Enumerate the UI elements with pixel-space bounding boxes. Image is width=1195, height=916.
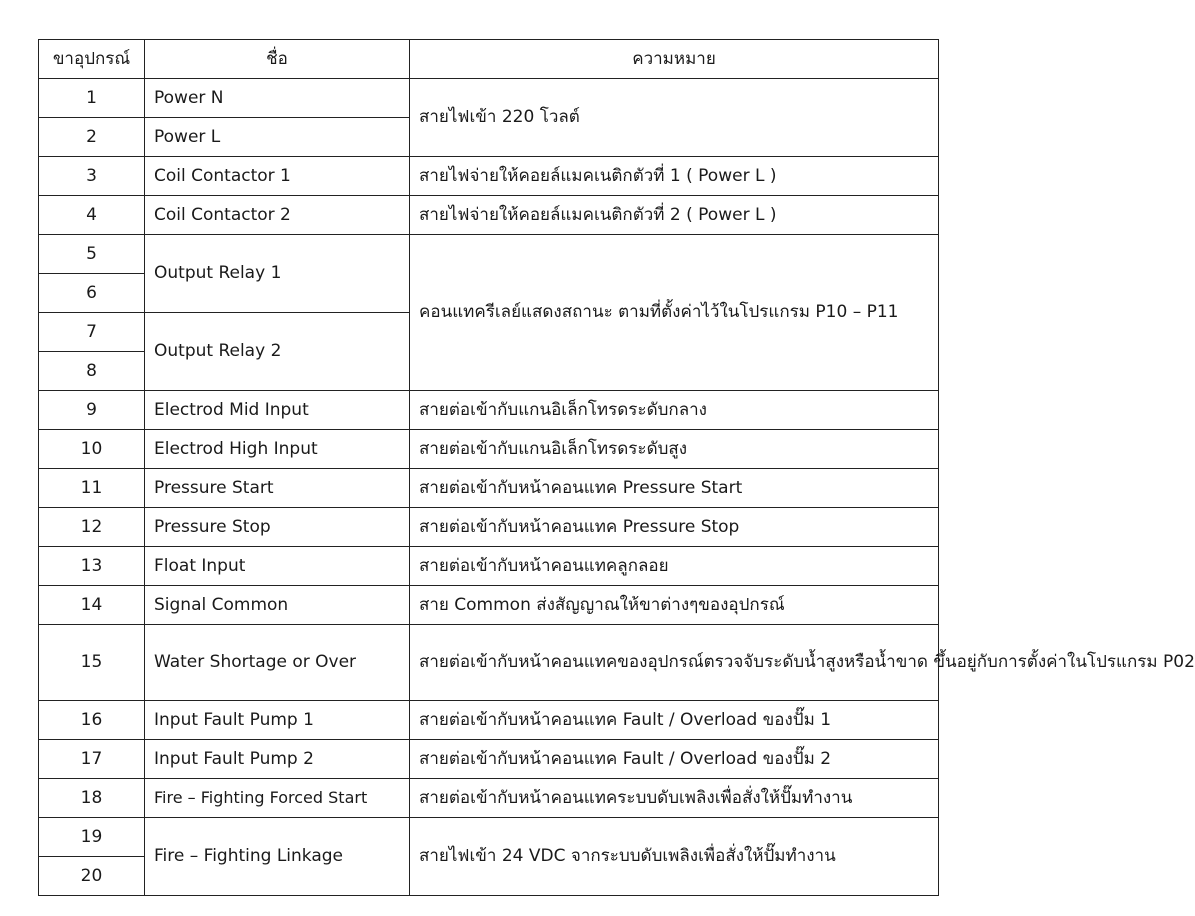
pin-number: 10 bbox=[39, 430, 145, 469]
pin-number: 12 bbox=[39, 508, 145, 547]
pin-number: 6 bbox=[39, 274, 145, 313]
pin-name: Fire – Fighting Forced Start bbox=[145, 779, 410, 818]
pin-number: 18 bbox=[39, 779, 145, 818]
table-row bbox=[39, 740, 939, 779]
table-row bbox=[39, 235, 939, 274]
pin-meaning: สายไฟเข้า 24 VDC จากระบบดับเพลิงเพื่อสั่งให้ปั๊มทำงาน bbox=[410, 818, 939, 896]
table-row bbox=[39, 818, 939, 857]
pin-meaning: สายไฟจ่ายให้คอยล์แมคเนติกตัวที่ 2 ( Power L ) bbox=[410, 196, 939, 235]
pin-name: Fire – Fighting Linkage bbox=[145, 818, 410, 896]
pin-name: Input Fault Pump 1 bbox=[145, 701, 410, 740]
pin-name: Power N bbox=[145, 79, 410, 118]
pin-number: 11 bbox=[39, 469, 145, 508]
header-pin: ขาอุปกรณ์ bbox=[39, 40, 145, 79]
pin-name: Water Shortage or Over bbox=[145, 625, 410, 701]
pin-name: Coil Contactor 2 bbox=[145, 196, 410, 235]
pin-meaning: สายไฟเข้า 220 โวลต์ bbox=[410, 79, 939, 157]
pin-name: Coil Contactor 1 bbox=[145, 157, 410, 196]
table-row bbox=[39, 391, 939, 430]
pin-number: 5 bbox=[39, 235, 145, 274]
pin-name: Output Relay 1 bbox=[145, 235, 410, 313]
header-meaning: ความหมาย bbox=[410, 40, 939, 79]
table-row bbox=[39, 157, 939, 196]
pin-name: Input Fault Pump 2 bbox=[145, 740, 410, 779]
pin-name: Pressure Stop bbox=[145, 508, 410, 547]
table-header-row bbox=[39, 40, 939, 79]
pin-name: Output Relay 2 bbox=[145, 313, 410, 391]
table-row bbox=[39, 430, 939, 469]
pin-number: 7 bbox=[39, 313, 145, 352]
pin-name: Electrod High Input bbox=[145, 430, 410, 469]
pin-number: 16 bbox=[39, 701, 145, 740]
table-row bbox=[39, 779, 939, 818]
pin-number: 8 bbox=[39, 352, 145, 391]
pin-number: 1 bbox=[39, 79, 145, 118]
pin-number: 19 bbox=[39, 818, 145, 857]
pin-meaning: สาย Common ส่งสัญญาณให้ขาต่างๆของอุปกรณ์ bbox=[410, 586, 939, 625]
table-row bbox=[39, 79, 939, 118]
table-row bbox=[39, 701, 939, 740]
table-row bbox=[39, 469, 939, 508]
pin-name: Pressure Start bbox=[145, 469, 410, 508]
table-row bbox=[39, 547, 939, 586]
pin-number: 9 bbox=[39, 391, 145, 430]
pin-number: 4 bbox=[39, 196, 145, 235]
pin-meaning: สายต่อเข้ากับหน้าคอนแทค Fault / Overload ของปั๊ม 1 bbox=[410, 701, 939, 740]
pin-meaning: สายต่อเข้ากับหน้าคอนแทค Fault / Overload ของปั๊ม 2 bbox=[410, 740, 939, 779]
header-name: ชื่อ bbox=[145, 40, 410, 79]
pin-meaning: สายต่อเข้ากับหน้าคอนแทค Pressure Start bbox=[410, 469, 939, 508]
pin-meaning: สายต่อเข้ากับหน้าคอนแทคของอุปกรณ์ตรวจจับระดับน้ำสูงหรือน้ำขาด ขึ้นอยู่กับการตั้งค่าในโปรแกรม P02 bbox=[410, 625, 939, 701]
pin-meaning: สายต่อเข้ากับหน้าคอนแทคระบบดับเพลิงเพื่อสั่งให้ปั๊มทำงาน bbox=[410, 779, 939, 818]
pin-name: Electrod Mid Input bbox=[145, 391, 410, 430]
pin-number: 14 bbox=[39, 586, 145, 625]
pin-meaning: สายต่อเข้ากับแกนอิเล็กโทรดระดับกลาง bbox=[410, 391, 939, 430]
pin-number: 20 bbox=[39, 857, 145, 896]
pin-function-table bbox=[38, 39, 1195, 896]
pin-number: 3 bbox=[39, 157, 145, 196]
pin-number: 17 bbox=[39, 740, 145, 779]
pin-name: Power L bbox=[145, 118, 410, 157]
pin-name: Float Input bbox=[145, 547, 410, 586]
pin-meaning: สายต่อเข้ากับหน้าคอนแทคลูกลอย bbox=[410, 547, 939, 586]
pin-number: 15 bbox=[39, 625, 145, 701]
table-row bbox=[39, 586, 939, 625]
table-row bbox=[39, 508, 939, 547]
pin-number: 2 bbox=[39, 118, 145, 157]
pin-name: Signal Common bbox=[145, 586, 410, 625]
pin-meaning: สายต่อเข้ากับหน้าคอนแทค Pressure Stop bbox=[410, 508, 939, 547]
table-row bbox=[39, 625, 939, 701]
table-row bbox=[39, 196, 939, 235]
pin-number: 13 bbox=[39, 547, 145, 586]
pin-meaning: สายไฟจ่ายให้คอยล์แมคเนติกตัวที่ 1 ( Power L ) bbox=[410, 157, 939, 196]
pin-meaning: สายต่อเข้ากับแกนอิเล็กโทรดระดับสูง bbox=[410, 430, 939, 469]
pin-meaning: คอนแทครีเลย์แสดงสถานะ ตามที่ตั้งค่าไว้ในโปรแกรม P10 – P11 bbox=[410, 235, 939, 391]
